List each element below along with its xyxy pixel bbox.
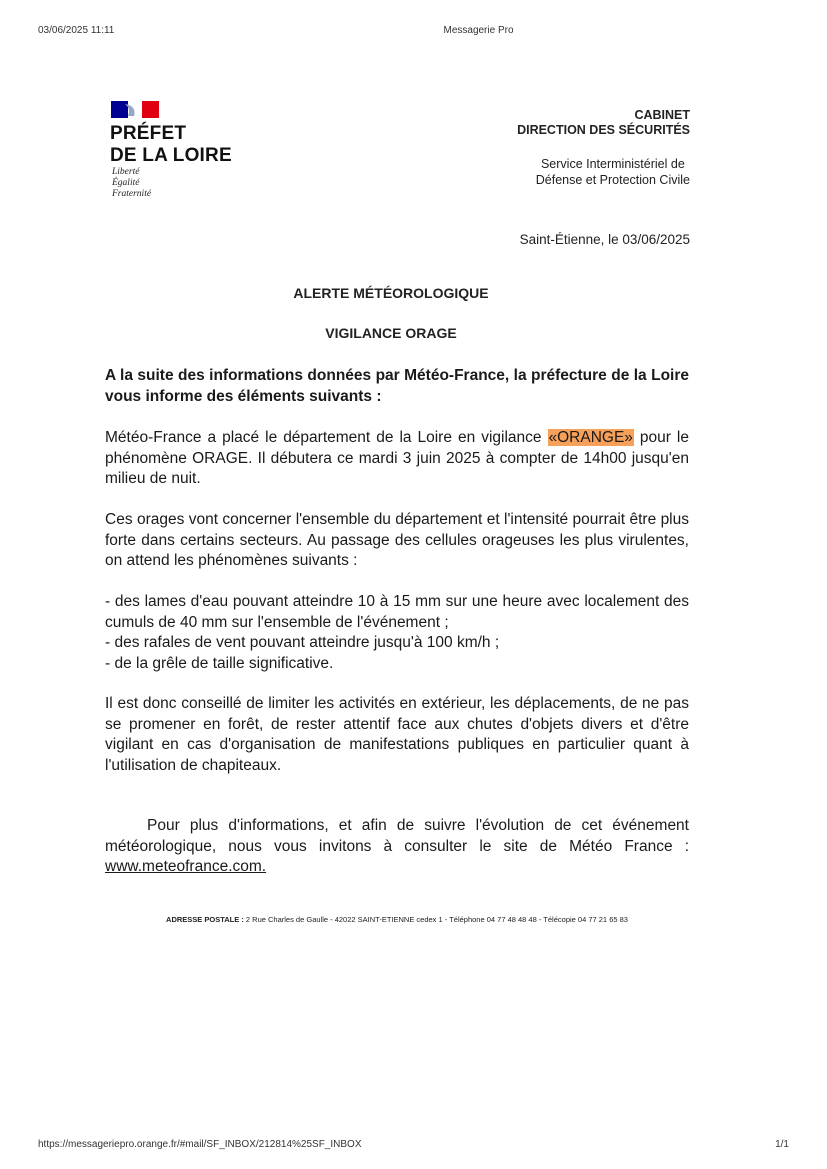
intro-paragraph: A la suite des informations données par Météo-France, la préfecture de la Loire vous informe des éléments suivants :: [105, 367, 689, 405]
motto-fraternite: Fraternité: [112, 189, 152, 199]
more-info-text: Pour plus d'informations, et afin de suivre l'évolution de cet événement météorologique, nous vous invitons à consulter le site de Météo France :: [105, 817, 689, 855]
vigilance-text-after: pour le phénomène ORAGE. Il débutera ce mardi 3 juin 2025 à compter de 14h00 jusqu'en milieu de nuit.: [105, 429, 689, 487]
print-datetime: 03/06/2025 11:11: [38, 25, 115, 36]
service-line1: Service Interministériel de: [540, 157, 685, 171]
alert-title: ALERTE MÉTÉOROLOGIQUE: [293, 285, 489, 301]
motto-egalite: Égalité: [112, 178, 140, 188]
address-label: ADRESSE POSTALE :: [166, 915, 244, 924]
sender-direction: DIRECTION DES SÉCURITÉS: [517, 123, 690, 137]
phenomenon-rain: - des lames d'eau pouvant atteindre 10 à 15 mm sur une heure avec localement des cumuls de 40 mm sur l'ensemble de l'événement ;: [105, 593, 689, 631]
vigilance-title: VIGILANCE ORAGE: [325, 325, 457, 341]
motto-liberte: Liberté: [112, 167, 140, 177]
advice-paragraph: Il est donc conseillé de limiter les activités en extérieur, les déplacements, de ne pas se promener en forêt, de rester attentif face aux chutes d'objets divers et d'être vigilant en cas d'organisation de manifestations publiques en particulier quant à l'utilisation de chapiteaux.: [105, 695, 689, 774]
prefet-line1: PRÉFET: [110, 123, 187, 144]
postal-address: [0, 915, 794, 924]
sender-block: [517, 108, 690, 138]
sender-cabinet: CABINET: [634, 108, 690, 122]
phenomenon-wind: - des rafales de vent pouvant atteindre jusqu'à 100 km/h ;: [105, 634, 500, 651]
meteofrance-link[interactable]: www.meteofrance.com.: [105, 858, 267, 875]
vigilance-text-before: Météo-France a placé le département de la Loire en vigilance: [105, 429, 548, 446]
republic-motto: [112, 167, 151, 200]
vigilance-level-badge: «ORANGE»: [548, 429, 633, 446]
vigilance-paragraph: [105, 428, 689, 490]
sender-service: [536, 156, 690, 188]
prefet-line2: DE LA LOIRE: [110, 145, 232, 166]
print-app-title: Messagerie Pro: [443, 25, 514, 36]
storms-paragraph: Ces orages vont concerner l'ensemble du département et l'intensité pourrait être plus forte dans certains secteurs. Au passage des cellules orageuses les plus virulentes, on attend les phénomènes suivants :: [105, 511, 689, 569]
print-page-number: 1/1: [775, 1139, 789, 1150]
phenomenon-hail: - de la grêle de taille significative.: [105, 654, 334, 672]
prefet-logo-text: [110, 123, 232, 167]
service-line2: Défense et Protection Civile: [535, 173, 690, 187]
address-text: 2 Rue Charles de Gaulle - 42022 SAINT-ETIENNE cedex 1 - Téléphone 04 77 48 48 48 - Télécopie 04 77 21 65 83: [243, 915, 628, 924]
place-date: Saint-Étienne, le 03/06/2025: [519, 232, 690, 247]
more-info-paragraph: [105, 816, 689, 878]
phenomena-list: [105, 592, 689, 674]
marianne-flag-logo: [111, 101, 159, 118]
print-url: https://messageriepro.orange.fr/#mail/SF_INBOX/212814%25SF_INBOX: [38, 1139, 362, 1150]
